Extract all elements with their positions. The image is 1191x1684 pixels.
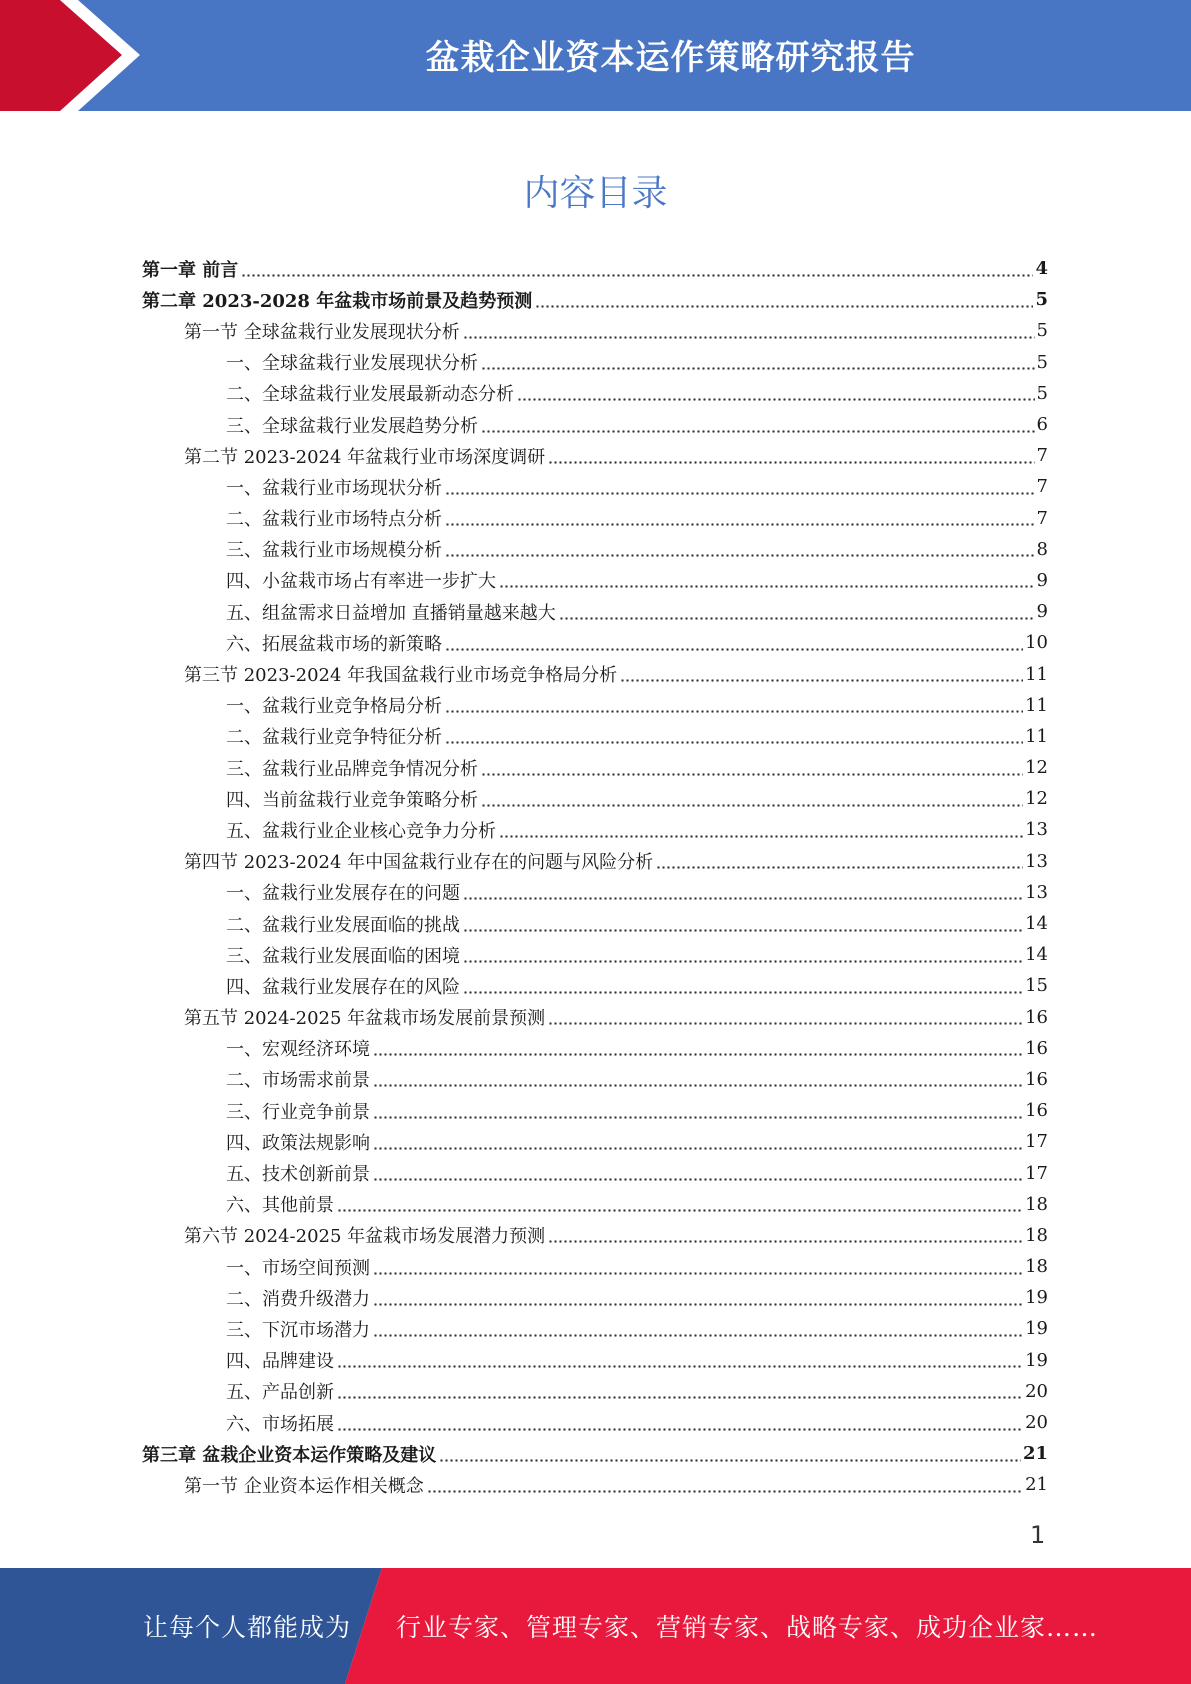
dot-leader — [620, 665, 1023, 683]
toc-entry[interactable] — [142, 1002, 1048, 1033]
dot-leader — [559, 603, 1035, 621]
toc-entry-label: 四、当前盆栽行业竞争策略分析 — [226, 789, 478, 811]
toc-entry-label: 五、产品创新 — [226, 1382, 334, 1404]
toc-entry-page: 8 — [1036, 538, 1048, 560]
toc-entry-label: 二、盆栽行业发展面临的挑战 — [226, 914, 460, 936]
toc-entry-label: 第五节 2024-2025 年盆栽市场发展前景预测 — [184, 1008, 546, 1030]
dot-leader — [373, 1258, 1023, 1276]
toc-entry-page: 21 — [1022, 1443, 1048, 1465]
toc-entry-label: 二、市场需求前景 — [226, 1070, 370, 1092]
dot-leader — [481, 790, 1023, 808]
toc-entry[interactable] — [142, 908, 1048, 939]
dot-leader — [373, 1102, 1023, 1120]
toc-entry[interactable] — [142, 1469, 1048, 1500]
dot-leader — [463, 883, 1023, 901]
toc-entry-label: 四、政策法规影响 — [226, 1132, 370, 1154]
toc-entry[interactable] — [142, 1095, 1048, 1126]
dot-leader — [241, 260, 1033, 278]
toc-entry-page: 16 — [1025, 1068, 1048, 1090]
toc-entry[interactable] — [142, 658, 1048, 689]
toc-entry-label: 一、盆栽行业市场现状分析 — [226, 477, 442, 499]
toc-entry-label: 二、盆栽行业竞争特征分析 — [226, 727, 442, 749]
toc-entry-label: 第四节 2023-2024 年中国盆栽行业存在的问题与风险分析 — [184, 852, 654, 874]
dot-leader — [373, 1133, 1023, 1151]
dot-leader — [373, 1039, 1023, 1057]
toc-entry-label: 一、盆栽行业发展存在的问题 — [226, 883, 460, 905]
toc-entry[interactable] — [142, 846, 1048, 877]
table-of-contents — [142, 253, 1048, 1501]
toc-entry-page: 16 — [1025, 1100, 1048, 1122]
toc-entry-label: 三、行业竞争前景 — [226, 1101, 370, 1123]
dot-leader — [481, 759, 1023, 777]
toc-entry-page: 5 — [1035, 289, 1048, 311]
toc-entry[interactable] — [142, 565, 1048, 596]
toc-entry-label: 三、盆栽行业发展面临的困境 — [226, 945, 460, 967]
toc-entry[interactable] — [142, 627, 1048, 658]
toc-entry[interactable] — [142, 970, 1048, 1001]
page-number: 1 — [1030, 1521, 1046, 1549]
footer-banner — [0, 1568, 1191, 1684]
toc-entry-label: 一、宏观经济环境 — [226, 1039, 370, 1061]
dot-leader — [548, 1226, 1023, 1244]
toc-entry-label: 四、小盆栽市场占有率进一步扩大 — [226, 571, 496, 593]
footer-slogan-right: 行业专家、管理专家、营销专家、战略专家、成功企业家…… — [396, 1613, 1099, 1642]
dot-leader — [373, 1070, 1023, 1088]
toc-entry-page: 18 — [1025, 1193, 1048, 1215]
toc-entry-page: 10 — [1025, 632, 1048, 654]
dot-leader — [337, 1382, 1023, 1400]
toc-entry-label: 四、盆栽行业发展存在的风险 — [226, 976, 460, 998]
header-arrow-graphic — [0, 0, 160, 111]
toc-entry-page: 5 — [1036, 351, 1048, 373]
toc-entry[interactable] — [142, 440, 1048, 471]
toc-entry-label: 第六节 2024-2025 年盆栽市场发展潜力预测 — [184, 1226, 546, 1248]
toc-entry-label: 五、技术创新前景 — [226, 1164, 370, 1186]
toc-entry-page: 4 — [1035, 258, 1048, 280]
toc-entry[interactable] — [142, 1376, 1048, 1407]
dot-leader — [445, 696, 1023, 714]
toc-entry-label: 六、其他前景 — [226, 1195, 334, 1217]
toc-entry-page: 19 — [1025, 1287, 1048, 1309]
toc-entry-label: 二、消费升级潜力 — [226, 1288, 370, 1310]
toc-entry-label: 第二章 2023-2028 年盆栽市场前景及趋势预测 — [142, 290, 533, 312]
toc-entry-label: 第二节 2023-2024 年盆栽行业市场深度调研 — [184, 446, 546, 468]
dot-leader — [373, 1320, 1023, 1338]
toc-entry[interactable] — [142, 1126, 1048, 1157]
toc-entry-page: 15 — [1025, 975, 1048, 997]
toc-entry-page: 19 — [1025, 1318, 1048, 1340]
toc-entry-label: 五、盆栽行业企业核心竞争力分析 — [226, 820, 496, 842]
dot-leader — [337, 1195, 1023, 1213]
toc-entry-label: 第三节 2023-2024 年我国盆栽行业市场竞争格局分析 — [184, 665, 618, 687]
toc-entry[interactable] — [142, 1345, 1048, 1376]
toc-entry[interactable] — [142, 503, 1048, 534]
dot-leader — [373, 1164, 1023, 1182]
dot-leader — [427, 1476, 1023, 1494]
toc-entry[interactable] — [142, 783, 1048, 814]
dot-leader — [445, 727, 1023, 745]
toc-entry-label: 一、市场空间预测 — [226, 1257, 370, 1279]
toc-entry-label: 三、盆栽行业市场规模分析 — [226, 540, 442, 562]
toc-entry-label: 二、盆栽行业市场特点分析 — [226, 509, 442, 531]
toc-entry-page: 11 — [1025, 725, 1048, 747]
dot-leader — [517, 384, 1035, 402]
dot-leader — [481, 353, 1035, 371]
toc-entry[interactable] — [142, 1251, 1048, 1282]
toc-entry-label: 三、下沉市场潜力 — [226, 1319, 370, 1341]
toc-entry-label: 三、全球盆栽行业发展趋势分析 — [226, 415, 478, 437]
toc-entry-label: 第三章 盆栽企业资本运作策略及建议 — [142, 1444, 437, 1466]
toc-entry-page: 20 — [1025, 1380, 1048, 1402]
toc-entry-page: 18 — [1025, 1256, 1048, 1278]
dot-leader — [463, 946, 1023, 964]
toc-entry-page: 7 — [1036, 445, 1048, 467]
toc-entry-page: 5 — [1036, 382, 1048, 404]
toc-heading: 内容目录 — [523, 173, 668, 214]
toc-entry-page: 13 — [1025, 850, 1048, 872]
toc-entry[interactable] — [142, 1282, 1048, 1313]
toc-entry[interactable] — [142, 534, 1048, 565]
toc-entry-page: 16 — [1025, 1037, 1048, 1059]
dot-leader — [337, 1351, 1023, 1369]
toc-entry-page: 17 — [1025, 1162, 1048, 1184]
toc-entry[interactable] — [142, 1189, 1048, 1220]
toc-entry[interactable] — [142, 1064, 1048, 1095]
dot-leader — [445, 634, 1023, 652]
toc-entry-page: 12 — [1025, 788, 1048, 810]
toc-entry[interactable] — [142, 253, 1048, 284]
toc-entry-label: 五、组盆需求日益增加 直播销量越来越大 — [226, 602, 556, 624]
toc-entry-label: 四、品牌建设 — [226, 1351, 334, 1373]
toc-entry-page: 21 — [1025, 1474, 1048, 1496]
toc-entry[interactable] — [142, 690, 1048, 721]
toc-entry-label: 第一节 企业资本运作相关概念 — [184, 1475, 424, 1497]
dot-leader — [463, 915, 1023, 933]
toc-entry[interactable] — [142, 409, 1048, 440]
toc-entry-label: 一、全球盆栽行业发展现状分析 — [226, 353, 478, 375]
report-title: 盆栽企业资本运作策略研究报告 — [425, 38, 916, 78]
dot-leader — [337, 1414, 1023, 1432]
dot-leader — [463, 977, 1023, 995]
toc-entry-page: 18 — [1025, 1224, 1048, 1246]
footer-slogan-left: 让每个人都能成为 — [143, 1613, 352, 1642]
toc-entry-page: 7 — [1036, 476, 1048, 498]
toc-entry[interactable] — [142, 1407, 1048, 1438]
toc-entry[interactable] — [142, 939, 1048, 970]
dot-leader — [463, 322, 1035, 340]
toc-entry[interactable] — [142, 378, 1048, 409]
dot-leader — [499, 571, 1035, 589]
toc-entry[interactable] — [142, 752, 1048, 783]
toc-entry[interactable] — [142, 1438, 1048, 1469]
toc-entry-page: 12 — [1025, 757, 1048, 779]
dot-leader — [656, 852, 1023, 870]
dot-leader — [548, 447, 1034, 465]
toc-entry-label: 第一节 全球盆栽行业发展现状分析 — [184, 321, 460, 343]
dot-leader — [481, 416, 1035, 434]
toc-entry[interactable] — [142, 1220, 1048, 1251]
toc-entry-label: 六、市场拓展 — [226, 1413, 334, 1435]
toc-entry-page: 11 — [1025, 694, 1048, 716]
toc-entry-page: 5 — [1036, 320, 1048, 342]
toc-entry-page: 14 — [1025, 913, 1048, 935]
toc-entry[interactable] — [142, 596, 1048, 627]
toc-entry[interactable] — [142, 877, 1048, 908]
dot-leader — [445, 509, 1035, 527]
dot-leader — [445, 478, 1035, 496]
toc-entry-label: 三、盆栽行业品牌竞争情况分析 — [226, 758, 478, 780]
toc-entry-page: 17 — [1025, 1131, 1048, 1153]
toc-entry-page: 9 — [1036, 569, 1048, 591]
toc-entry[interactable] — [142, 814, 1048, 845]
toc-entry-label: 六、拓展盆栽市场的新策略 — [226, 633, 442, 655]
toc-entry-page: 6 — [1036, 414, 1048, 436]
toc-entry-page: 11 — [1025, 663, 1048, 685]
toc-entry[interactable] — [142, 1033, 1048, 1064]
toc-entry-label: 第一章 前言 — [142, 259, 239, 281]
dot-leader — [535, 291, 1033, 309]
dot-leader — [548, 1008, 1023, 1026]
toc-entry-page: 7 — [1036, 507, 1048, 529]
toc-entry-page: 13 — [1025, 819, 1048, 841]
dot-leader — [445, 540, 1035, 558]
toc-entry-page: 9 — [1036, 601, 1048, 623]
toc-entry-label: 一、盆栽行业竞争格局分析 — [226, 696, 442, 718]
toc-entry-page: 20 — [1025, 1412, 1048, 1434]
toc-entry-page: 13 — [1025, 881, 1048, 903]
toc-entry[interactable] — [142, 471, 1048, 502]
toc-entry-page: 14 — [1025, 944, 1048, 966]
dot-leader — [499, 821, 1023, 839]
dot-leader — [373, 1289, 1023, 1307]
toc-entry[interactable] — [142, 1313, 1048, 1344]
toc-entry-page: 19 — [1025, 1349, 1048, 1371]
toc-entry[interactable] — [142, 347, 1048, 378]
toc-entry-page: 16 — [1025, 1006, 1048, 1028]
toc-entry-label: 二、全球盆栽行业发展最新动态分析 — [226, 384, 514, 406]
dot-leader — [439, 1445, 1021, 1463]
toc-entry[interactable] — [142, 721, 1048, 752]
toc-entry[interactable] — [142, 284, 1048, 315]
toc-entry[interactable] — [142, 1157, 1048, 1188]
toc-entry[interactable] — [142, 315, 1048, 346]
header-banner — [0, 0, 1191, 111]
